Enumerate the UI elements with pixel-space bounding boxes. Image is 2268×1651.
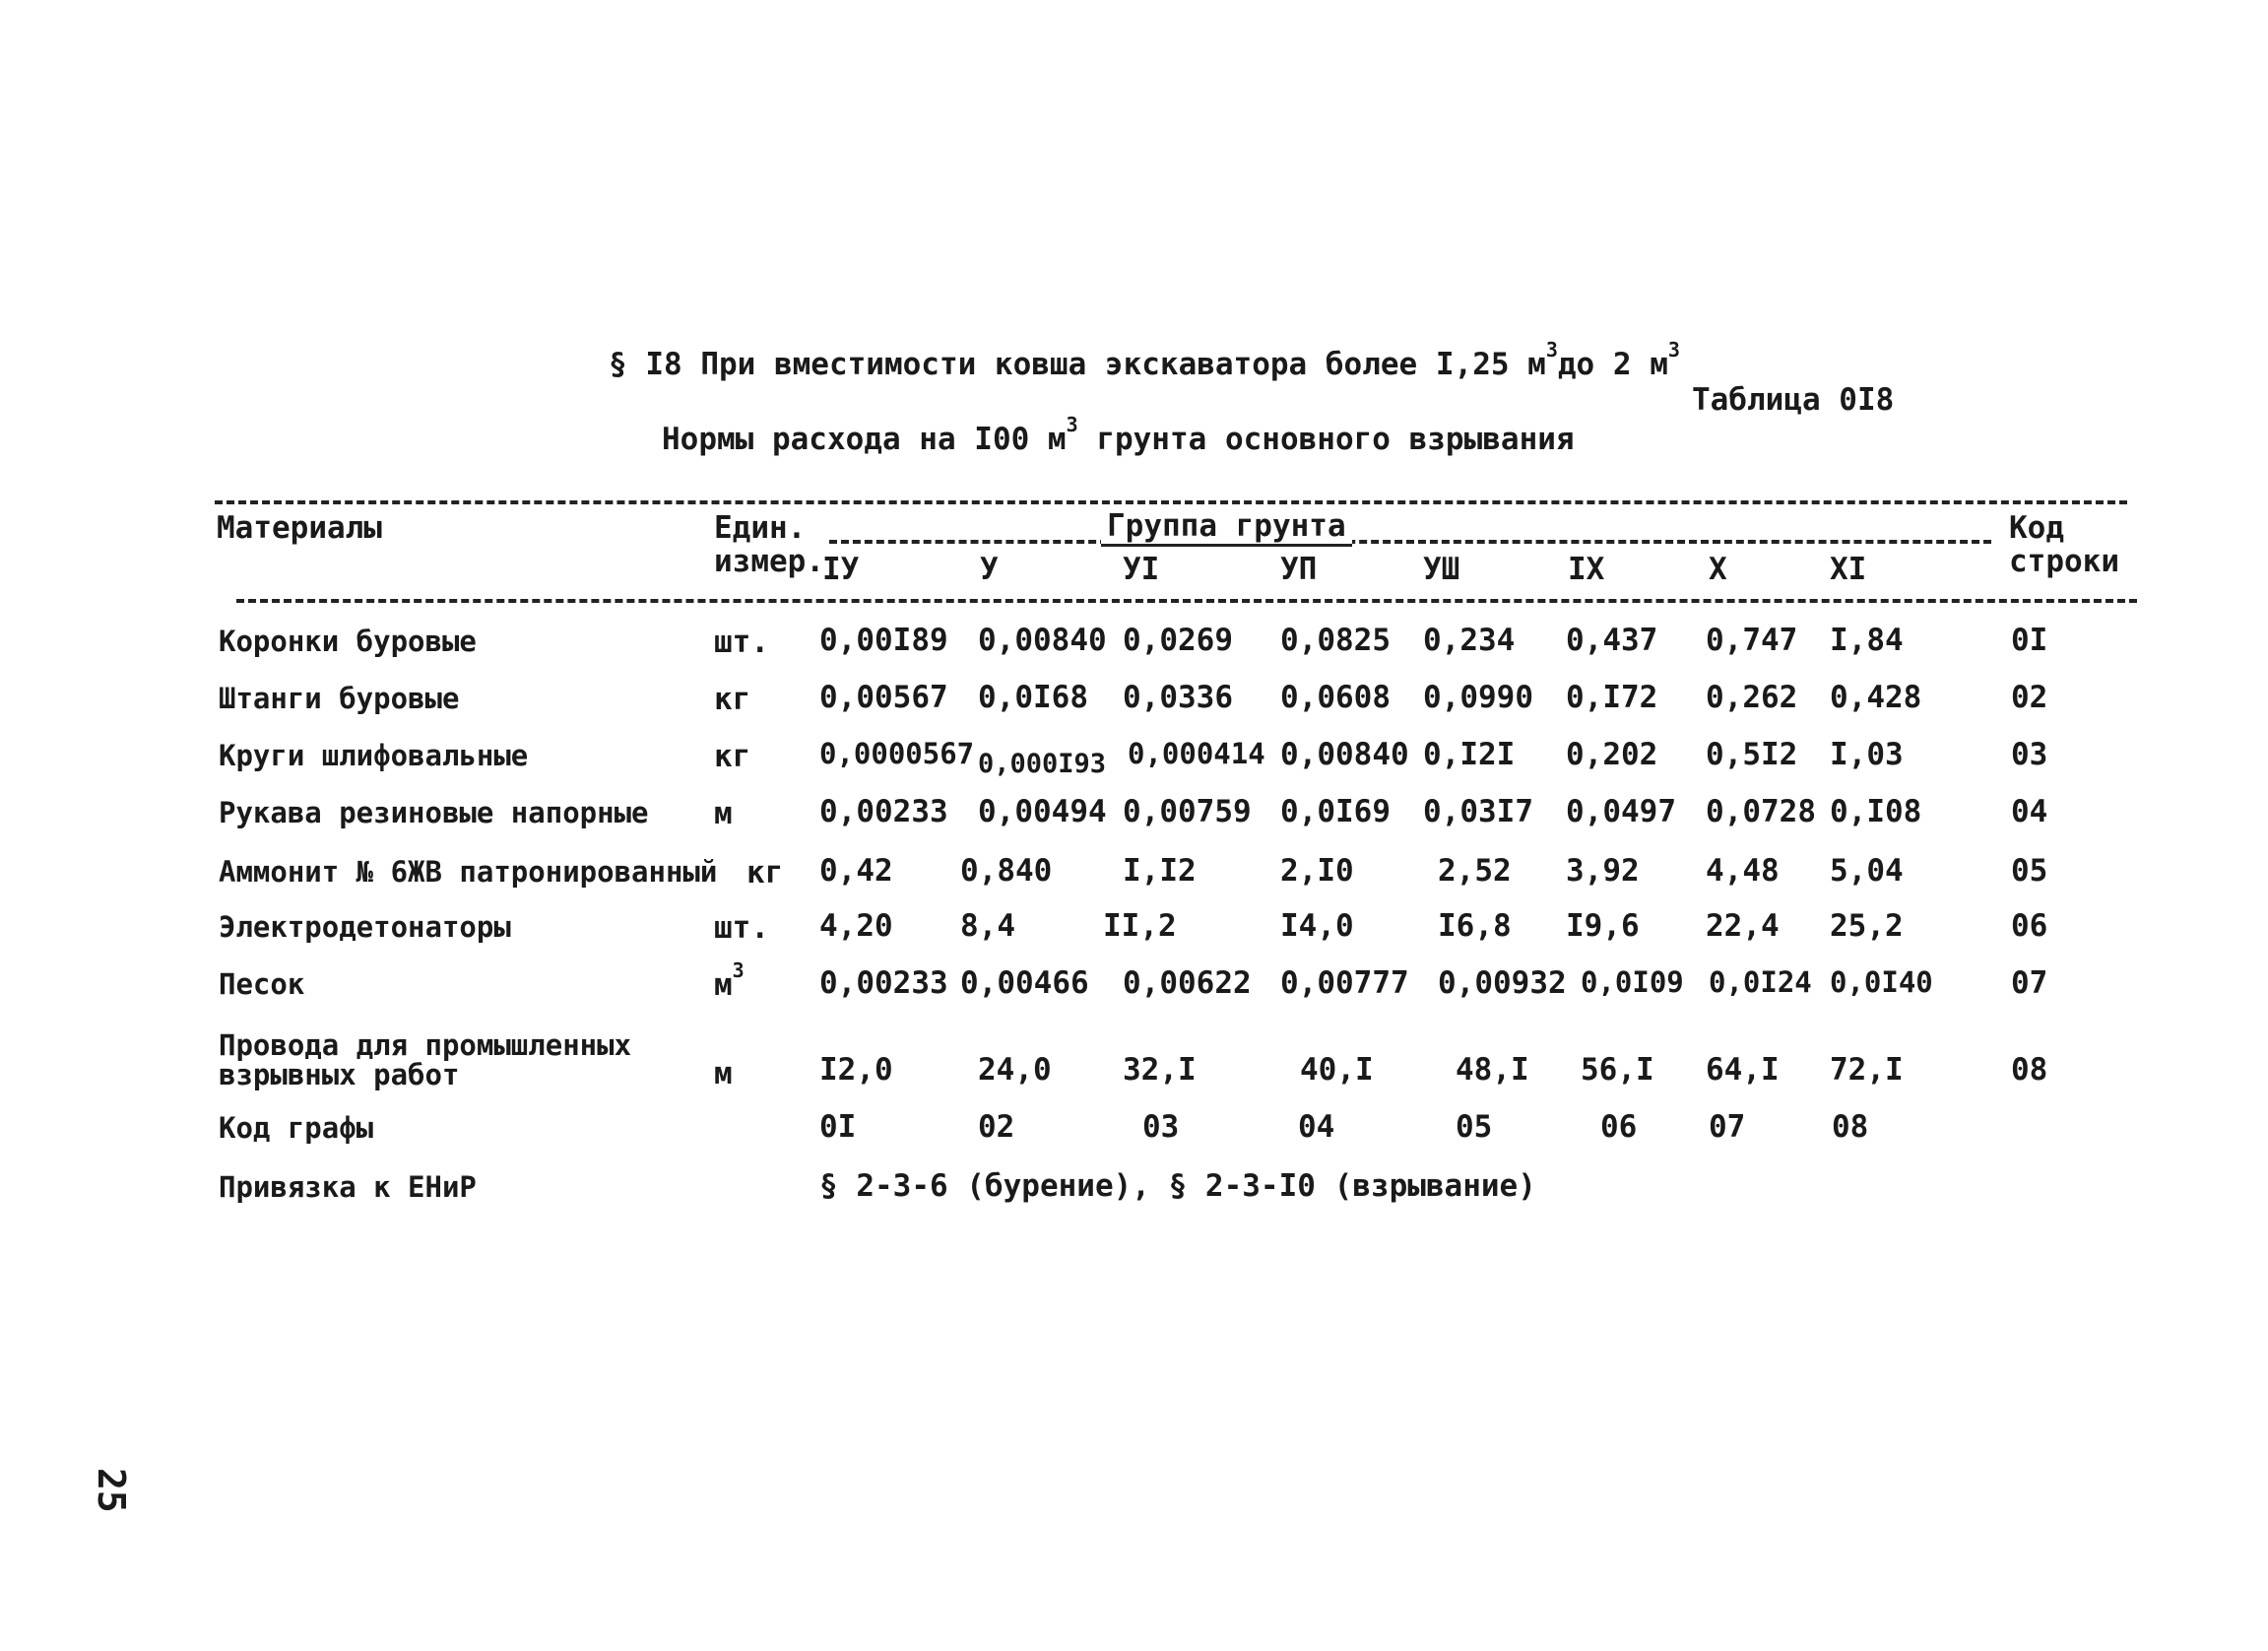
table-cell: 0,00466 bbox=[960, 965, 1089, 1001]
table-cell: 0,I08 bbox=[1830, 794, 1922, 829]
table-cell: 0,0825 bbox=[1280, 623, 1391, 658]
table-cell: 5,04 bbox=[1830, 853, 1904, 889]
table-top-rule bbox=[215, 500, 2127, 504]
header-group-5: УШ bbox=[1423, 552, 1460, 587]
header-group-1: IУ bbox=[822, 552, 860, 587]
table-cell: 0,00I89 bbox=[819, 623, 948, 658]
graph-code-label: Код графы bbox=[219, 1111, 374, 1145]
header-unit-2: измер. bbox=[714, 544, 824, 579]
table-cell: 56,I bbox=[1581, 1052, 1654, 1088]
graph-code: 08 bbox=[1832, 1109, 1869, 1145]
header-group-8: XI bbox=[1830, 552, 1867, 587]
table-cell: 3,92 bbox=[1566, 853, 1640, 889]
row-code: 04 bbox=[2011, 794, 2048, 829]
graph-code: 0I bbox=[819, 1109, 857, 1145]
row-unit: м bbox=[714, 796, 733, 831]
table-cell: I6,8 bbox=[1438, 908, 1512, 944]
table-cell: 0,0I09 bbox=[1581, 965, 1684, 999]
table-cell: 0,I72 bbox=[1566, 680, 1658, 715]
table-subtitle bbox=[662, 413, 1575, 457]
binding-label: Привязка к ЕНиР bbox=[219, 1170, 477, 1204]
superscript: 3 bbox=[1066, 413, 1078, 436]
graph-code: 06 bbox=[1600, 1109, 1638, 1145]
table-cell: I,I2 bbox=[1123, 853, 1197, 889]
table-cell: 32,I bbox=[1123, 1052, 1197, 1088]
table-cell: I9,6 bbox=[1566, 908, 1640, 944]
table-cell: 0,0269 bbox=[1123, 623, 1233, 658]
row-unit: шт. bbox=[714, 625, 769, 660]
table-cell: 0,840 bbox=[960, 853, 1053, 889]
table-cell: I2,0 bbox=[819, 1052, 893, 1088]
table-cell: 0,03I7 bbox=[1423, 794, 1533, 829]
table-cell: 2,52 bbox=[1438, 853, 1512, 889]
table-cell: 0,437 bbox=[1566, 623, 1658, 658]
table-cell: 8,4 bbox=[960, 908, 1015, 944]
binding-value: § 2-3-6 (бурение), § 2-3-I0 (взрывание) bbox=[819, 1168, 1536, 1204]
header-materials: Материалы bbox=[217, 510, 382, 546]
row-material: Коронки буровые bbox=[219, 625, 477, 658]
table-cell: 72,I bbox=[1830, 1052, 1904, 1088]
table-label: Таблица 0I8 bbox=[1692, 382, 1895, 418]
table-cell: 0,00840 bbox=[978, 623, 1107, 658]
superscript: 3 bbox=[732, 958, 745, 982]
header-group-6: IX bbox=[1568, 552, 1605, 587]
table-cell: 0,262 bbox=[1706, 680, 1798, 715]
page-number: 25 bbox=[90, 1468, 133, 1513]
table-cell: 4,48 bbox=[1706, 853, 1780, 889]
graph-code: 05 bbox=[1456, 1109, 1493, 1145]
header-code-2: строки bbox=[2009, 544, 2119, 579]
row-code: 0I bbox=[2011, 623, 2048, 658]
table-cell: 0,I2I bbox=[1423, 737, 1516, 772]
table-cell: 0,00840 bbox=[1280, 737, 1409, 772]
row-unit: шт. bbox=[714, 910, 769, 946]
table-cell: 64,I bbox=[1706, 1052, 1780, 1088]
table-cell: 25,2 bbox=[1830, 908, 1904, 944]
header-soil-group: Группа грунта bbox=[1101, 508, 1352, 547]
table-cell: 0,0I40 bbox=[1830, 965, 1933, 999]
table-cell: 0,42 bbox=[819, 853, 893, 889]
table-cell: 0,747 bbox=[1706, 623, 1798, 658]
table-cell: I4,0 bbox=[1280, 908, 1354, 944]
section-title-text-2: до 2 м bbox=[1557, 347, 1668, 382]
group-header-rule bbox=[829, 540, 1991, 544]
table-cell: 0,234 bbox=[1423, 623, 1516, 658]
section-title-text: § I8 При вместимости ковша экскаватора более I,25 м bbox=[609, 347, 1546, 382]
row-material-line-1: Провода для промышленных bbox=[219, 1028, 632, 1062]
table-cell: 22,4 bbox=[1706, 908, 1780, 944]
superscript: 3 bbox=[1667, 338, 1680, 362]
row-material: Песок bbox=[219, 967, 305, 1001]
table-cell: 0,000I93 bbox=[978, 749, 1107, 779]
table-cell: 0,00494 bbox=[978, 794, 1107, 829]
table-cell: 0,0497 bbox=[1566, 794, 1676, 829]
table-cell: 0,0728 bbox=[1706, 794, 1816, 829]
header-code-1: Код bbox=[2009, 510, 2064, 546]
row-material-line-2: взрывных работ bbox=[219, 1058, 460, 1091]
table-cell: 0,0I68 bbox=[978, 680, 1088, 715]
superscript: 3 bbox=[1545, 338, 1558, 362]
row-material: Аммонит № 6ЖВ патронированный bbox=[219, 855, 718, 889]
subtitle-text: Нормы расхода на I00 м bbox=[662, 422, 1067, 457]
row-material: Штанги буровые bbox=[219, 682, 460, 715]
row-code: 07 bbox=[2011, 965, 2048, 1001]
header-group-2: У bbox=[980, 552, 999, 587]
table-cell: 24,0 bbox=[978, 1052, 1052, 1088]
table-cell: 0,00932 bbox=[1438, 965, 1567, 1001]
table-cell: 0,5I2 bbox=[1706, 737, 1798, 772]
header-group-7: X bbox=[1709, 552, 1727, 587]
row-material: Круги шлифовальные bbox=[219, 739, 529, 772]
table-cell: 4,20 bbox=[819, 908, 893, 944]
row-code: 08 bbox=[2011, 1052, 2048, 1088]
table-cell: 0,0990 bbox=[1423, 680, 1533, 715]
table-cell: I,03 bbox=[1830, 737, 1904, 772]
table-cell: 40,I bbox=[1300, 1052, 1374, 1088]
table-cell: 0,0336 bbox=[1123, 680, 1233, 715]
header-unit-1: Един. bbox=[714, 510, 807, 546]
table-cell: 0,0I69 bbox=[1280, 794, 1391, 829]
table-cell: 0,00233 bbox=[819, 794, 948, 829]
subtitle-text-2: грунта основного взрывания bbox=[1077, 422, 1575, 457]
graph-code: 04 bbox=[1298, 1109, 1335, 1145]
table-cell: 0,00622 bbox=[1123, 965, 1252, 1001]
row-code: 02 bbox=[2011, 680, 2048, 715]
section-title bbox=[609, 338, 1680, 382]
table-cell: 0,0000567 bbox=[819, 737, 975, 770]
table-cell: 0,202 bbox=[1566, 737, 1658, 772]
unit-text: м bbox=[714, 967, 733, 1003]
graph-code: 07 bbox=[1709, 1109, 1746, 1145]
table-cell: 2,I0 bbox=[1280, 853, 1354, 889]
row-code: 05 bbox=[2011, 853, 2048, 889]
table-cell: 0,00759 bbox=[1123, 794, 1252, 829]
graph-code: 02 bbox=[978, 1109, 1015, 1145]
row-code: 03 bbox=[2011, 737, 2048, 772]
header-group-3: УI bbox=[1123, 552, 1160, 587]
row-unit bbox=[714, 958, 745, 1003]
table-cell: 0,0608 bbox=[1280, 680, 1391, 715]
row-unit: кг bbox=[714, 739, 751, 774]
table-cell: 48,I bbox=[1456, 1052, 1529, 1088]
row-unit: кг bbox=[714, 682, 751, 717]
row-material: Электродетонаторы bbox=[219, 910, 511, 944]
table-cell: II,2 bbox=[1103, 908, 1177, 944]
table-cell: 0,428 bbox=[1830, 680, 1922, 715]
table-cell: 0,00777 bbox=[1280, 965, 1409, 1001]
table-cell: 0,00233 bbox=[819, 965, 948, 1001]
table-cell: I,84 bbox=[1830, 623, 1904, 658]
table-cell: 0,0I24 bbox=[1709, 965, 1812, 999]
table-cell: 0,00567 bbox=[819, 680, 948, 715]
header-group-4: УП bbox=[1280, 552, 1318, 587]
row-code: 06 bbox=[2011, 908, 2048, 944]
table-header-bottom-rule bbox=[236, 599, 2137, 603]
row-unit: кг bbox=[746, 855, 784, 891]
row-unit: м bbox=[714, 1056, 733, 1091]
row-material: Рукава резиновые напорные bbox=[219, 796, 649, 829]
table-cell: 0,000414 bbox=[1128, 737, 1265, 770]
graph-code: 03 bbox=[1142, 1109, 1180, 1145]
